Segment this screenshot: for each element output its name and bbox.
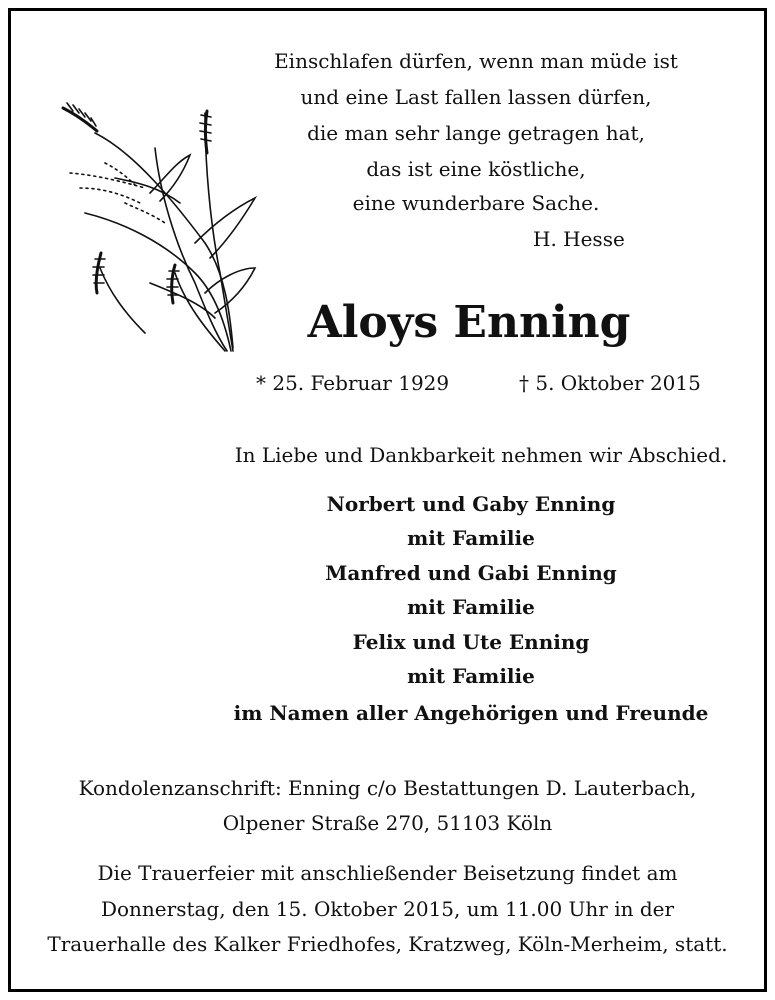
condolence-address: Olpener Straße 270, 51103 Köln xyxy=(222,811,553,835)
mourner-line: mit Familie xyxy=(407,595,535,619)
obituary-notice xyxy=(8,8,767,992)
funeral-info: Trauerhalle des Kalker Friedhofes, Kratzweg, Köln-Merheim, statt. xyxy=(47,932,728,956)
mourner-line: mit Familie xyxy=(407,664,535,688)
funeral-info: Donnerstag, den 15. Oktober 2015, um 11.00 Uhr in der xyxy=(100,897,675,921)
poem-line: das ist eine köstliche, xyxy=(366,157,586,181)
deceased-name: Aloys Enning xyxy=(307,297,631,348)
funeral-info: Die Trauerfeier mit anschließender Beisetzung findet am xyxy=(97,861,678,885)
mourner-line: mit Familie xyxy=(407,526,535,550)
condolence-address: Kondolenzanschrift: Enning c/o Bestattungen D. Lauterbach, xyxy=(78,776,697,800)
mourner-line: Norbert und Gaby Enning xyxy=(326,492,616,516)
poem-author: H. Hesse xyxy=(533,227,625,251)
mourner-line: Felix und Ute Enning xyxy=(352,630,590,654)
mourner-line: im Namen aller Angehörigen und Freunde xyxy=(233,701,709,725)
poem-line: eine wunderbare Sache. xyxy=(352,191,600,215)
poem-line: und eine Last fallen lassen dürfen, xyxy=(300,85,652,109)
farewell-statement: In Liebe und Dankbarkeit nehmen wir Abschied. xyxy=(234,443,728,467)
poem-line: die man sehr lange getragen hat, xyxy=(307,121,645,145)
death-date: † 5. Oktober 2015 xyxy=(519,371,701,395)
mourner-line: Manfred und Gabi Enning xyxy=(325,561,617,585)
birth-date: * 25. Februar 1929 xyxy=(256,371,450,395)
wheat-grain-icon xyxy=(55,93,270,353)
poem-line: Einschlafen dürfen, wenn man müde ist xyxy=(274,49,678,73)
